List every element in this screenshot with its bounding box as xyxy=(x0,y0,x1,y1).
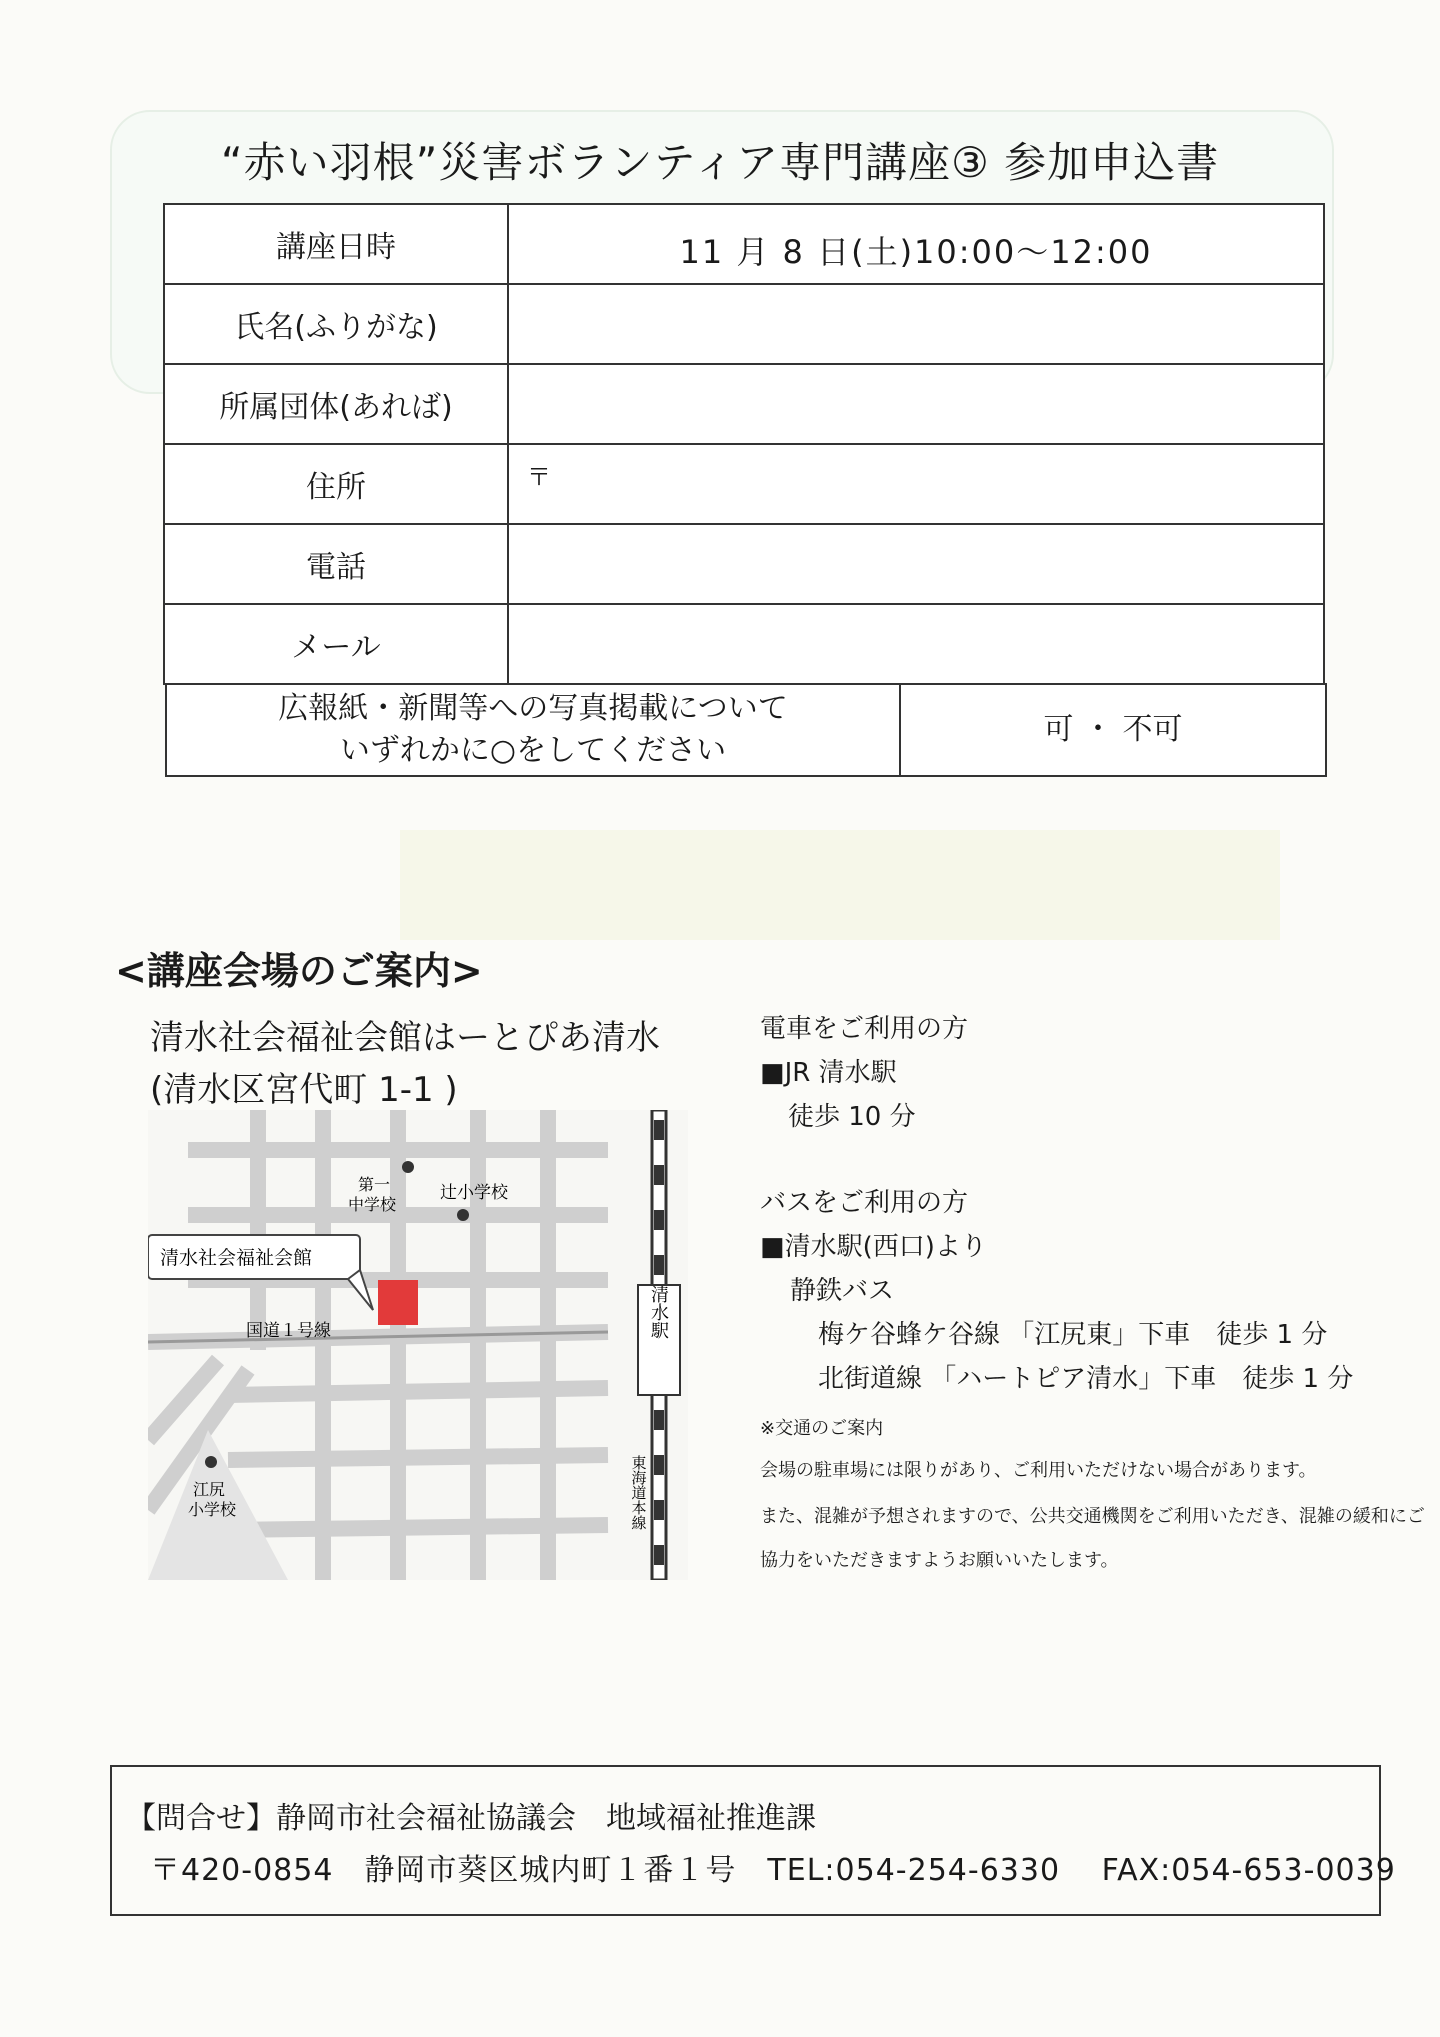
school2-label: 辻小学校 xyxy=(440,1183,508,1202)
venue-section-title: <講座会場のご案内> xyxy=(115,949,483,993)
train-heading: 電車をご利用の方 xyxy=(760,1014,969,1044)
school2-dot xyxy=(457,1209,469,1221)
station-label: 清水駅 xyxy=(649,1285,669,1339)
phone-row xyxy=(164,524,1324,604)
photo-options[interactable]: 可 ・ 不可 xyxy=(900,684,1326,776)
venue-name: 清水社会福祉会館はーとぴあ清水 xyxy=(150,1018,660,1058)
phone-label: 電話 xyxy=(164,524,508,604)
yellow-highlight-band xyxy=(400,830,1280,940)
bus-heading: バスをご利用の方 xyxy=(760,1188,969,1218)
photo-question-line2: いずれかに○をしてください xyxy=(339,733,727,768)
school1-line2: 中学校 xyxy=(348,1197,397,1214)
mail-field[interactable] xyxy=(508,604,1324,684)
address-label: 住所 xyxy=(164,444,508,524)
note-heading: ※交通のご案内 xyxy=(760,1418,884,1439)
school3-line1: 江尻 xyxy=(193,1482,226,1499)
school1-dot xyxy=(402,1161,414,1173)
contact-line2: 〒420-0854 静岡市葵区城内町１番１号 TEL:054-254-6330 FAX:054-653-0039 xyxy=(150,1853,1396,1888)
org-label: 所属団体(あれば) xyxy=(164,364,508,444)
school3-dot xyxy=(205,1456,217,1468)
address-field[interactable] xyxy=(508,444,1324,524)
phone-field[interactable] xyxy=(508,524,1324,604)
date-row xyxy=(164,204,1324,284)
date-value: 11 月 8 日(土)10:00〜12:00 xyxy=(508,204,1324,284)
photo-consent-table xyxy=(165,683,1327,777)
mail-label: メール xyxy=(164,604,508,684)
bus-route1: 梅ケ谷蜂ケ谷線 「江尻東」下車 徒歩 1 分 xyxy=(818,1320,1328,1350)
org-row xyxy=(164,364,1324,444)
address-row xyxy=(164,444,1324,524)
photo-question xyxy=(166,684,900,776)
contact-line1: 【問合せ】静岡市社会福祉協議会 地域福祉推進課 xyxy=(126,1801,816,1836)
train-station: ■JR 清水駅 xyxy=(760,1058,897,1088)
hall-label: 清水社会福祉会館 xyxy=(160,1248,313,1269)
school1-line1: 第一 xyxy=(358,1177,391,1194)
name-label: 氏名(ふりがな) xyxy=(164,284,508,364)
postal-mark: 〒 xyxy=(527,463,551,491)
note-line3: 協力をいただきますようお願いいたします。 xyxy=(760,1550,1119,1571)
org-field[interactable] xyxy=(508,364,1324,444)
note-line2: また、混雑が予想されますので、公共交通機関をご利用いただき、混雑の緩和にご xyxy=(760,1506,1425,1527)
school3-line2: 小学校 xyxy=(188,1502,237,1519)
name-row xyxy=(164,284,1324,364)
date-label: 講座日時 xyxy=(164,204,508,284)
note-line1: 会場の駐車場には限りがあり、ご利用いただけない場合があります。 xyxy=(760,1460,1317,1481)
bus-company: 静鉄バス xyxy=(790,1276,895,1306)
train-walk: 徒歩 10 分 xyxy=(788,1102,916,1132)
contact-box xyxy=(110,1765,1396,1916)
bus-route2: 北街道線 「ハートピア清水」下車 徒歩 1 分 xyxy=(818,1364,1354,1394)
application-form-table xyxy=(163,203,1325,685)
bus-from: ■清水駅(西口)より xyxy=(760,1232,987,1262)
venue-address: (清水区宮代町 1-1 ) xyxy=(150,1070,458,1110)
route1-label: 国道１号線 xyxy=(246,1321,331,1340)
mail-row xyxy=(164,604,1324,684)
railway-label: 東海道本線 xyxy=(629,1455,647,1530)
name-field[interactable] xyxy=(508,284,1324,364)
page-title: “赤い羽根”災害ボランティア専門講座③ 参加申込書 xyxy=(220,138,1220,187)
hall-marker xyxy=(378,1280,418,1325)
photo-question-line1: 広報紙・新聞等への写真掲載について xyxy=(278,691,788,726)
venue-map xyxy=(148,1110,688,1580)
